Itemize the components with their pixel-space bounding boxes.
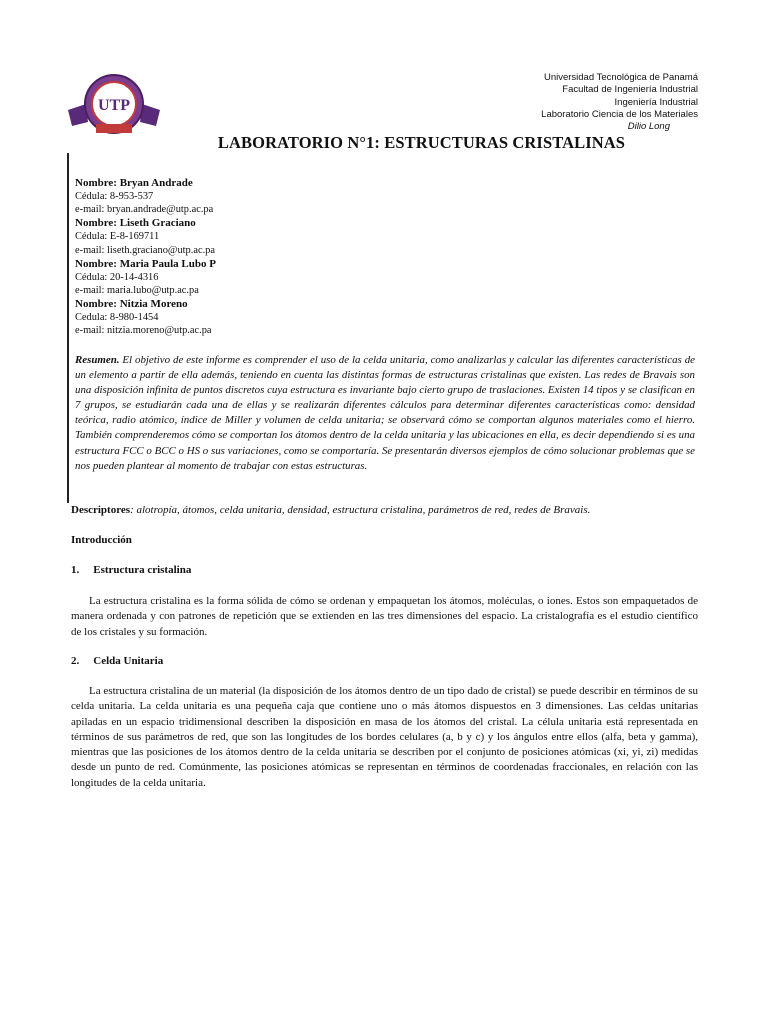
section-title: Celda Unitaria — [93, 655, 164, 667]
author-entry — [75, 257, 695, 297]
institution-line: Laboratorio Ciencia de los Materiales — [541, 108, 698, 120]
section-number: 1. — [71, 564, 80, 576]
section-1-paragraph: La estructura cristalina es la forma sólida de cómo se ordenan y empaquetan los átomos, moléculas, o iones. Estos son empaquetados de manera ordenada y con patrones de repetición que se extienden en las tres dimensiones del espacio. La cristalografía es el estudio científico de los cristales y su formación. — [71, 595, 698, 638]
logo-text: UTP — [98, 97, 130, 114]
institution-line: Ingeniería Industrial — [614, 96, 698, 108]
logo-banner — [96, 124, 132, 133]
instructor-name: Dilio Long — [627, 121, 670, 133]
author-email: e-mail: liseth.graciano@utp.ac.pa — [75, 244, 215, 256]
institution-line: Universidad Tecnológica de Panamá — [543, 72, 698, 83]
author-name: Nombre: Nitzia Moreno — [75, 298, 188, 311]
abstract-label: Resumen. — [75, 354, 120, 366]
keywords-text: : alotropía, átomos, celda unitaria, densidad, estructura cristalina, parámetros de red, redes de Bravais. — [130, 504, 591, 516]
institution-block — [541, 72, 698, 133]
author-entry — [75, 176, 695, 216]
author-email: e-mail: nitzia.moreno@utp.ac.pa — [75, 325, 212, 337]
section-1-heading — [71, 564, 191, 576]
author-name: Nombre: Bryan Andrade — [75, 177, 193, 189]
author-cedula: Cedula: 8-980-1454 — [75, 312, 159, 324]
section-number: 2. — [71, 655, 80, 667]
intro-heading: Introducción — [71, 534, 132, 546]
author-cedula: Cédula: 8-953-537 — [75, 191, 154, 202]
section-2-paragraph: La estructura cristalina de un material (la disposición de los átomos dentro de un tipo dado de cristal) se puede describir en términos de su celda unitaria. La celda unitaria es una pequeña caja que contiene uno o más átomos dispuestos en 3 dimensiones. Las celdas unitarias apiladas en un espacio tridimensional describen la disposición en masa de los átomos del cristal. La célula unitaria está representada en términos de sus parámetros de red, que son las longitudes de los bordes celulares (a, b y c) y los ángulos entre ellos (alfa, beta y gamma), mientras que las posiciones de los átomos dentro de la celda unitaria se describen por el conjunto de posiciones atómicas (xi, yi, zi) medidas desde un punto de red. Comúnmente, las posiciones atómicas se representan en términos de coordenadas fraccionales, en relación con las longitudes de la celda unitaria. — [71, 685, 698, 789]
author-entry — [75, 216, 695, 256]
author-cedula: Cédula: E-8-169711 — [75, 231, 160, 243]
institution-line: Facultad de Ingeniería Industrial — [562, 84, 698, 96]
author-name: Nombre: Liseth Graciano — [75, 217, 196, 230]
keywords — [71, 503, 711, 518]
authors-list — [75, 176, 695, 338]
author-entry — [75, 297, 695, 337]
keywords-label: Descriptores — [71, 504, 131, 516]
utp-logo — [66, 70, 162, 140]
margin-rule — [67, 153, 69, 503]
author-email: e-mail: bryan.andrade@utp.ac.pa — [75, 204, 214, 216]
section-2-heading — [71, 655, 163, 667]
abstract-text: El objetivo de este informe es comprender el uso de la celda unitaria, como analizarlas y calcular las diferentes características de un elemento a partir de ella además, teniendo en cuenta las distintas formas de estructuras cristalinas que existen. Las redes de Bravais son una disposición infinita de puntos discretos cuya estructura es invariante bajo cierto grupo de traslaciones. Existen 14 tipos y se clasifican en 7 grupos, se estudiarán cada una de ellas y se realizarán diferentes cálculos para determinar diferentes características como: densidad teórica, radio atómico, índice de Miller y volumen de celda unitaria; se observará cómo se comportan algunos materiales como el hierro. También comprenderemos cómo se comportan los átomos dentro de la celda unitaria y las ubicaciones en ella, es decir dependiendo si es una estructura FCC o BCC o HS o sus variaciones, como se comportaría. Se presentarán diversos ejemplos de cómo solucionar problemas que se nos pueden plantear al momento de trabajar con estas estructuras. — [75, 354, 695, 472]
page-title: LABORATORIO N°1: ESTRUCTURAS CRISTALINAS — [217, 133, 626, 152]
author-email: e-mail: maria.lubo@utp.ac.pa — [75, 285, 199, 297]
section-title: Estructura cristalina — [93, 564, 192, 576]
author-cedula: Cédula: 20-14-4316 — [75, 271, 159, 283]
abstract — [75, 353, 695, 474]
author-name: Nombre: Maria Paula Lubo P — [75, 257, 216, 270]
